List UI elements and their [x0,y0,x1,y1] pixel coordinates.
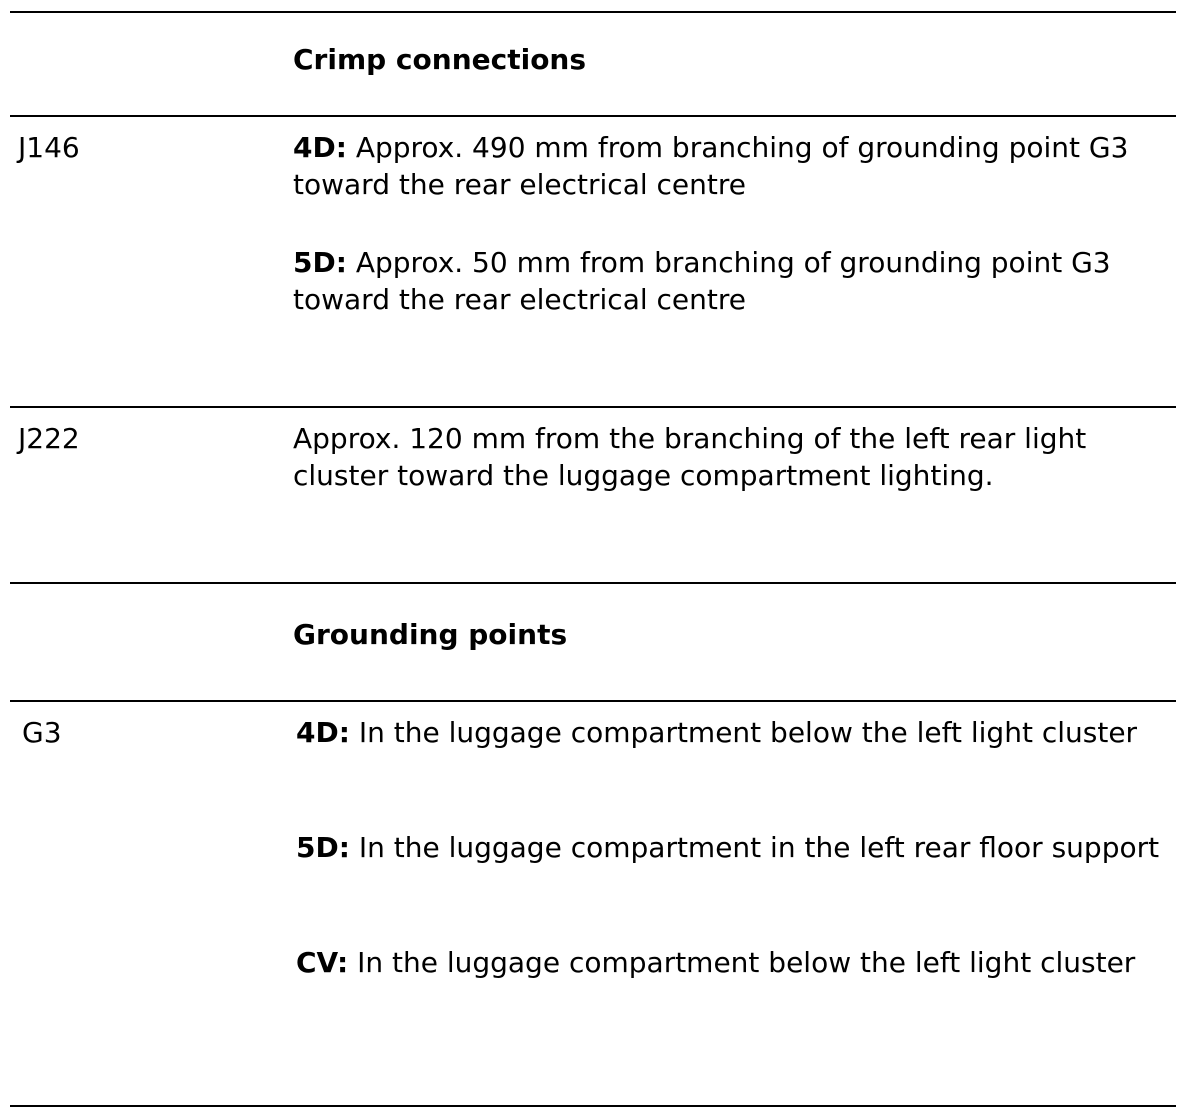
variant-label: CV: [296,946,349,979]
variant-text: Approx. 490 mm from branching of grounding point G3 toward the rear electrical centre [293,131,1129,201]
variant-label: 4D: [296,716,350,749]
section-heading-crimp-connections: Crimp connections [293,43,587,76]
row-desc-g3-4d [296,714,1176,751]
variant-text: Approx. 50 mm from branching of grounding point G3 toward the rear electrical centre [293,246,1111,316]
rule-top [10,11,1176,13]
rule-bottom [10,1105,1176,1107]
variant-text: In the luggage compartment below the left light cluster [349,716,1138,749]
row-desc-g3-cv [296,944,1176,981]
variant-label: 5D: [296,831,350,864]
variant-label: 5D: [293,246,347,279]
rule-below-grounding-heading [10,700,1176,702]
row-desc-j146-5d [293,244,1173,318]
section-heading-grounding-points: Grounding points [293,618,568,651]
rule-below-j146 [10,406,1176,408]
row-code-g3: G3 [22,716,62,749]
variant-text: In the luggage compartment below the left light cluster [348,946,1136,979]
variant-label: 4D: [293,131,347,164]
row-code-j222: J222 [18,422,80,455]
rule-below-j222 [10,582,1176,584]
row-desc-j146-4d [293,129,1173,203]
row-code-j146: J146 [18,131,80,164]
row-desc-g3-5d [296,829,1176,866]
row-desc-j222 [293,420,1173,494]
variant-text: Approx. 120 mm from the branching of the left rear light cluster toward the luggage compartment lighting. [293,422,1087,492]
rule-below-crimp-heading [10,115,1176,117]
variant-text: In the luggage compartment in the left rear floor support [349,831,1160,864]
